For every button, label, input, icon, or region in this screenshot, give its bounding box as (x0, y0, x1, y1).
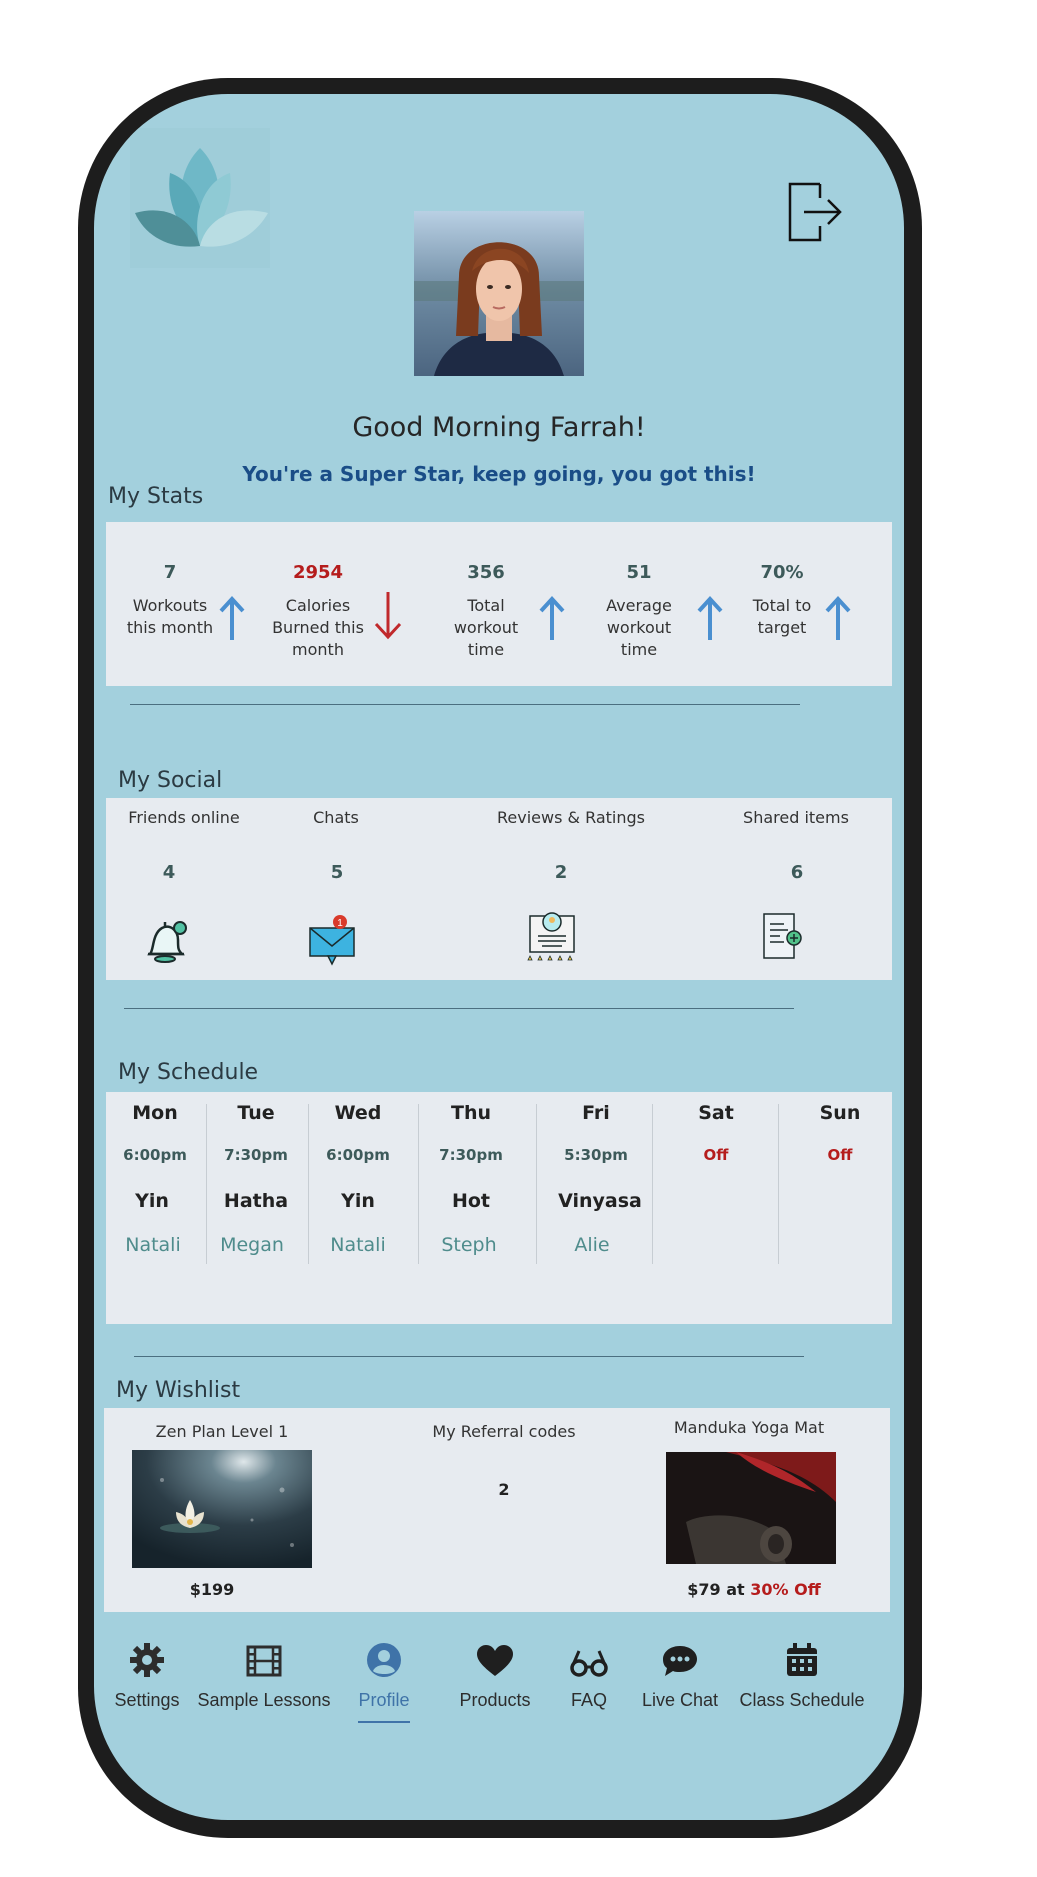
column-divider (652, 1104, 653, 1264)
class-time: Off (703, 1146, 729, 1164)
trend-up-icon (216, 594, 248, 647)
trend-up-icon (822, 594, 854, 647)
stat-average-time (594, 562, 684, 661)
column-divider (536, 1104, 537, 1264)
nav-label: Products (459, 1690, 531, 1710)
trend-up-icon (536, 594, 568, 647)
stat-target (746, 562, 818, 639)
film-icon (245, 1644, 283, 1678)
wishlist-item-price: $199 (189, 1580, 235, 1599)
day-name: Wed (334, 1102, 382, 1124)
social-value-shared: 6 (790, 862, 804, 883)
nav-settings[interactable] (94, 1634, 200, 1711)
class-name: Hatha (223, 1190, 289, 1212)
instructor-name: Natali (330, 1234, 386, 1256)
instructor-name: Natali (125, 1234, 181, 1256)
class-time: 5:30pm (564, 1146, 628, 1164)
nav-live-chat[interactable] (634, 1634, 726, 1711)
nav-label: Sample Lessons (197, 1690, 331, 1710)
logout-icon[interactable] (786, 180, 844, 244)
divider (134, 1356, 804, 1357)
greeting-text: Good Morning Farrah! (352, 412, 646, 443)
stat-calories (266, 562, 370, 661)
social-value-chats: 5 (330, 862, 344, 883)
schedule-day-sat[interactable] (666, 1102, 766, 1164)
schedule-day-mon[interactable] (118, 1102, 192, 1256)
active-indicator (358, 1721, 410, 1723)
chat-badge-count: 1 (337, 918, 343, 929)
nav-label: FAQ (570, 1690, 607, 1710)
stat-value: 70% (760, 562, 804, 583)
stat-total-time (446, 562, 526, 661)
discount-label: 30% Off (750, 1580, 821, 1599)
class-name: Hot (451, 1190, 491, 1212)
stat-label: Calories Burned this month (272, 596, 364, 659)
wishlist-title: My Wishlist (116, 1378, 241, 1403)
day-name: Thu (450, 1102, 491, 1124)
motivation-text: You're a Super Star, keep going, you got this! (242, 462, 756, 486)
instructor-name: Alie (574, 1234, 610, 1256)
nav-label: Profile (358, 1690, 410, 1710)
day-name: Tue (237, 1102, 275, 1124)
nav-products[interactable] (450, 1634, 540, 1711)
social-label-friends: Friends online (128, 808, 240, 827)
nav-profile[interactable] (344, 1634, 424, 1723)
class-time: 6:00pm (326, 1146, 390, 1164)
rating-certificate-icon[interactable] (524, 906, 580, 969)
day-name: Mon (132, 1102, 178, 1124)
calendar-icon (785, 1642, 819, 1678)
stat-label: Workouts this month (126, 596, 214, 637)
schedule-day-wed[interactable] (318, 1102, 398, 1256)
stat-value: 356 (467, 562, 505, 583)
social-value-friends: 4 (162, 862, 176, 883)
day-name: Sun (819, 1102, 861, 1124)
column-divider (206, 1104, 207, 1264)
stat-workouts (120, 562, 220, 639)
stat-label: Average workout time (606, 596, 672, 659)
referral-count[interactable]: 2 (498, 1480, 510, 1499)
column-divider (308, 1104, 309, 1264)
instructor-name: Steph (441, 1234, 497, 1256)
mail-icon[interactable] (306, 910, 360, 971)
column-divider (778, 1104, 779, 1264)
trend-up-icon (694, 594, 726, 647)
divider (130, 704, 800, 705)
stats-panel (106, 522, 892, 686)
yoga-mat-image[interactable] (666, 1452, 836, 1564)
referral-title: My Referral codes (432, 1422, 576, 1441)
wishlist-item-price (644, 1580, 864, 1599)
avatar[interactable] (414, 211, 584, 376)
schedule-day-fri[interactable] (546, 1102, 646, 1256)
nav-label: Class Schedule (739, 1690, 865, 1710)
schedule-panel (106, 1092, 892, 1324)
nav-faq[interactable] (554, 1634, 624, 1711)
stat-value: 7 (163, 562, 177, 583)
column-divider (418, 1104, 419, 1264)
schedule-day-thu[interactable] (428, 1102, 514, 1256)
nav-sample-lessons[interactable] (194, 1634, 334, 1711)
gear-icon (129, 1642, 165, 1678)
class-time: Off (827, 1146, 853, 1164)
schedule-title: My Schedule (118, 1060, 259, 1085)
heart-icon (476, 1644, 514, 1678)
stats-title: My Stats (108, 484, 204, 509)
social-label-chats: Chats (313, 808, 359, 827)
nav-class-schedule[interactable] (732, 1634, 872, 1711)
glasses-icon (569, 1648, 609, 1678)
chat-bubble-icon (661, 1644, 699, 1678)
stat-value: 2954 (292, 562, 344, 583)
stat-label: Total to target (752, 596, 812, 637)
class-time: 7:30pm (224, 1146, 288, 1164)
social-panel (106, 798, 892, 980)
class-time: 6:00pm (123, 1146, 187, 1164)
user-circle-icon (366, 1642, 402, 1678)
divider (124, 1008, 794, 1009)
zen-plan-image[interactable] (132, 1450, 312, 1568)
wishlist-item-title: Manduka Yoga Mat (673, 1418, 825, 1437)
stat-label: Total workout time (453, 596, 519, 659)
instructor-name: Megan (220, 1234, 284, 1256)
price-prefix: $79 at (687, 1580, 751, 1599)
day-name: Fri (582, 1102, 610, 1124)
class-name: Yin (135, 1190, 169, 1212)
lotus-logo (130, 128, 270, 268)
wishlist-panel (104, 1408, 890, 1612)
document-add-icon[interactable] (760, 912, 804, 967)
social-title: My Social (118, 768, 223, 793)
class-time: 7:30pm (439, 1146, 503, 1164)
bell-icon[interactable] (140, 916, 190, 971)
schedule-day-sun[interactable] (790, 1102, 890, 1164)
schedule-day-tue[interactable] (216, 1102, 296, 1256)
nav-label: Live Chat (641, 1690, 719, 1710)
social-label-reviews: Reviews & Ratings (497, 808, 645, 827)
class-name: Yin (341, 1190, 375, 1212)
stat-value: 51 (626, 562, 652, 583)
social-value-reviews: 2 (554, 862, 568, 883)
wishlist-item-title: Zen Plan Level 1 (155, 1422, 289, 1441)
app-screen (94, 94, 904, 1820)
day-name: Sat (698, 1102, 734, 1124)
nav-label: Settings (114, 1690, 180, 1710)
social-label-shared: Shared items (743, 808, 849, 827)
class-name: Vinyasa (558, 1190, 642, 1212)
trend-down-icon (372, 590, 404, 647)
